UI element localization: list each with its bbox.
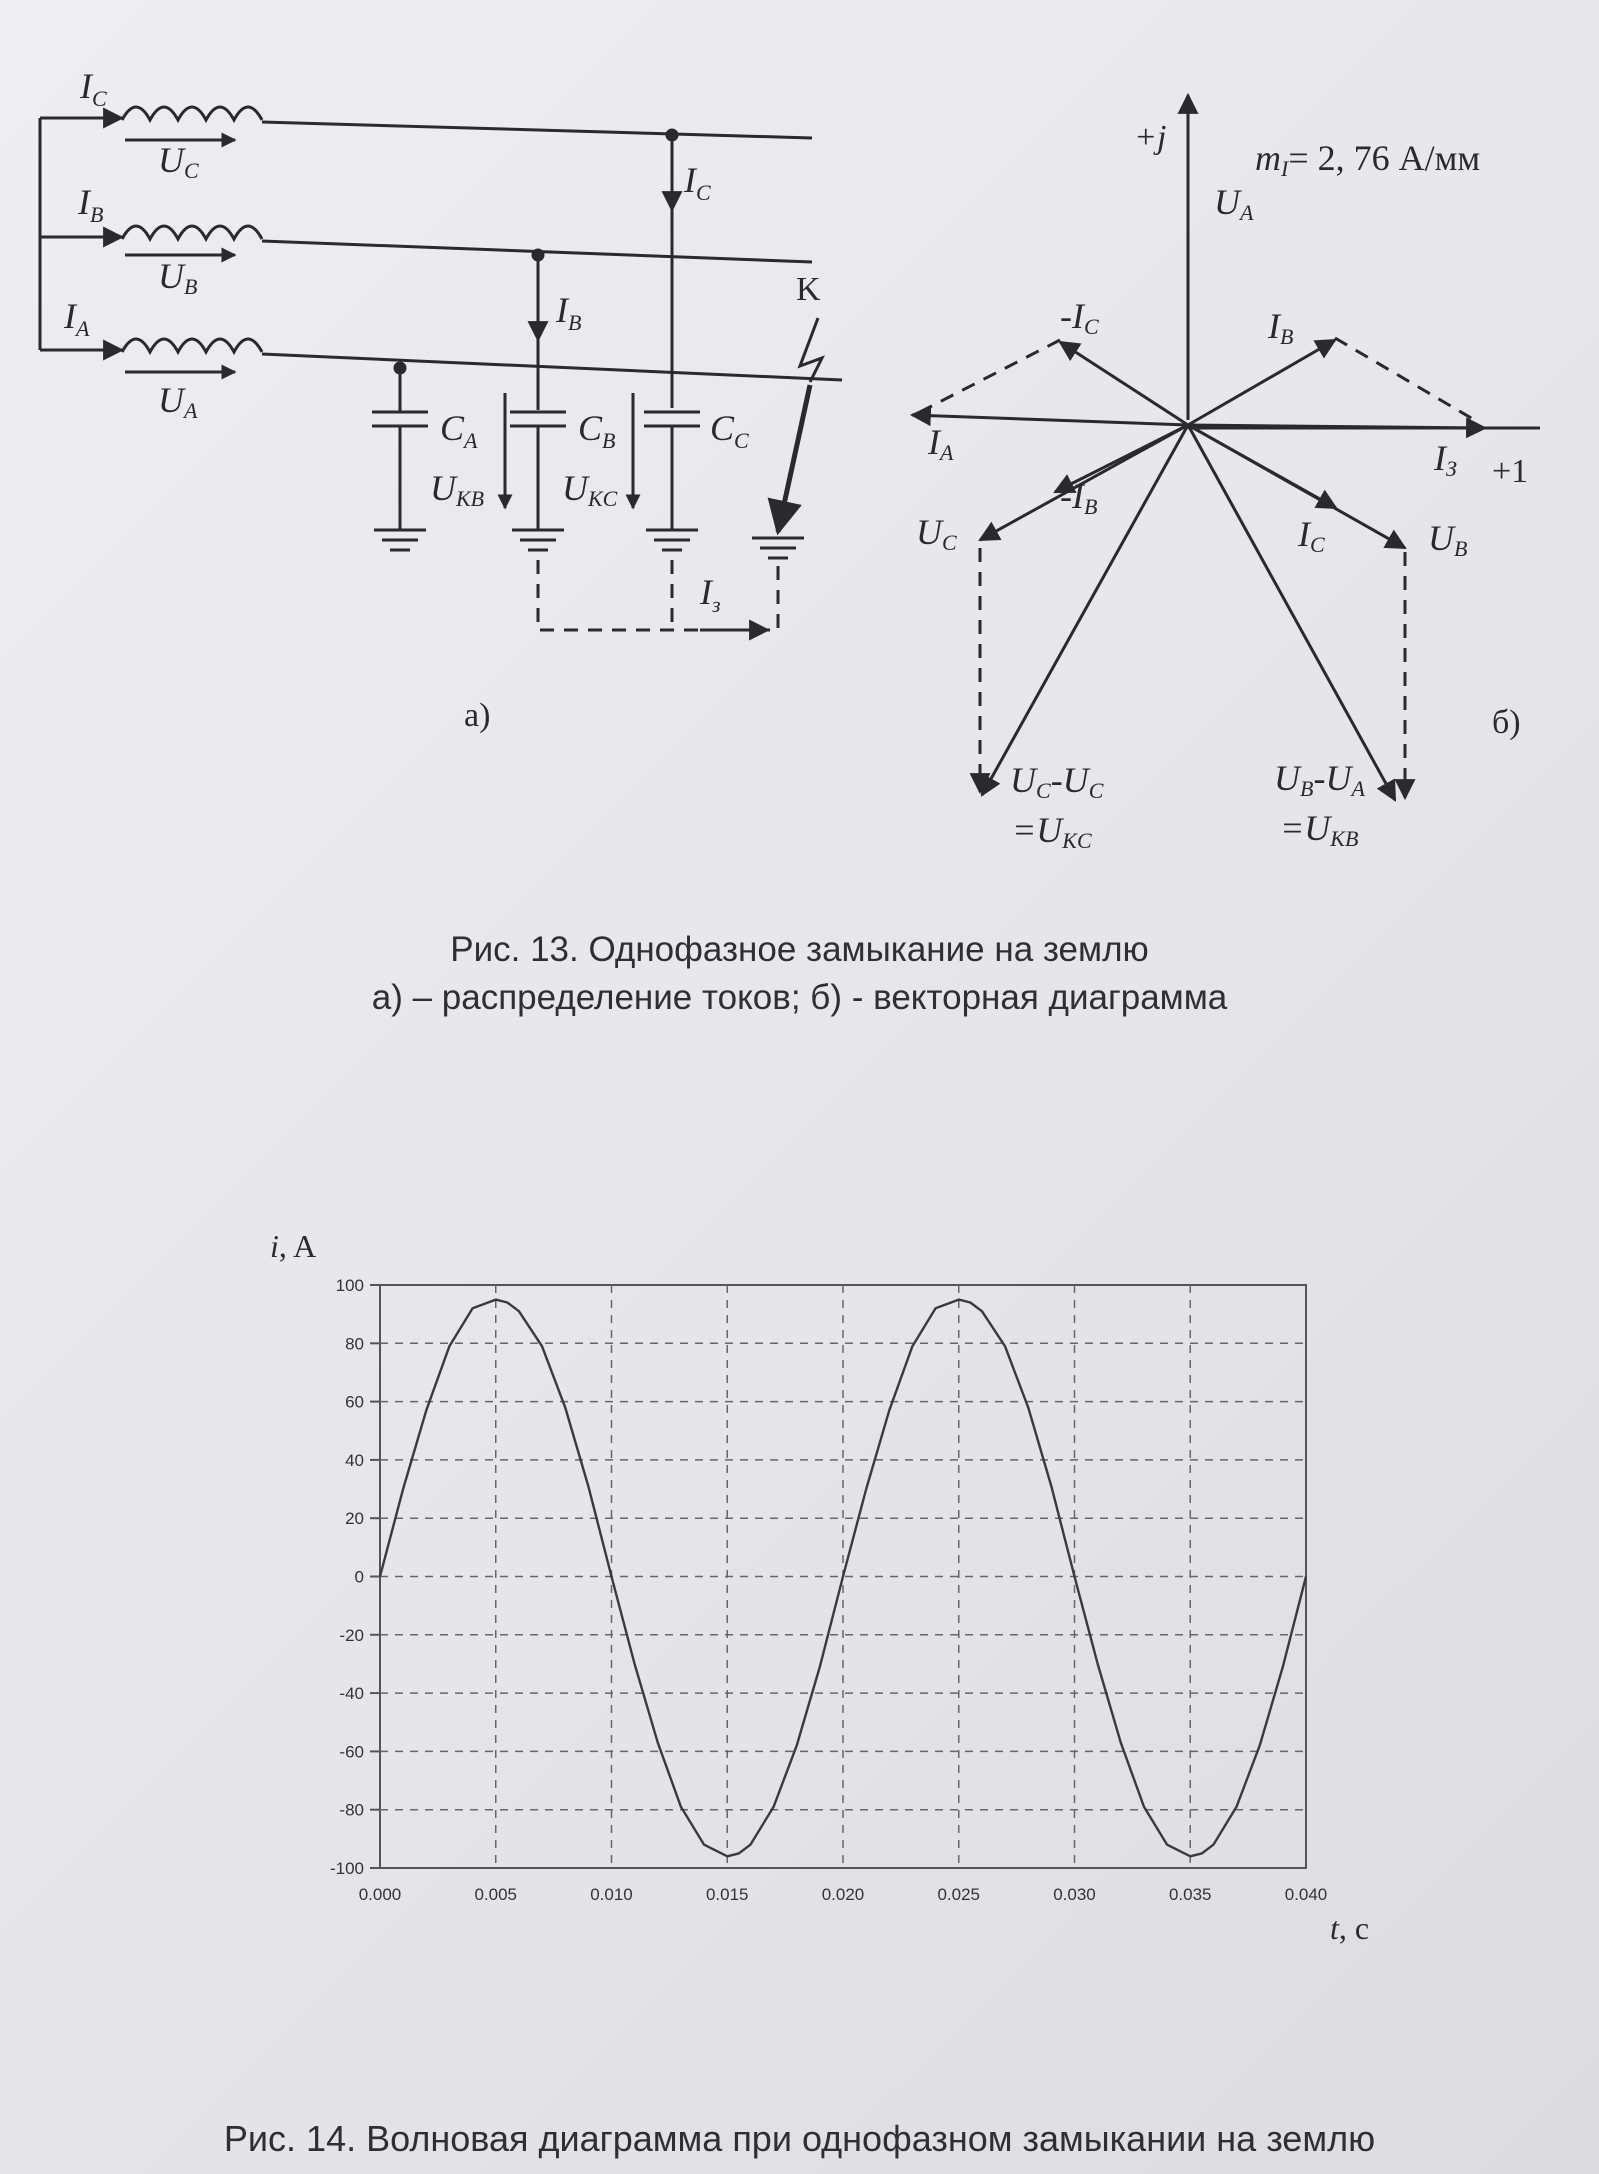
svg-text:IC: $I_C$ bbox=[80, 66, 107, 111]
svg-text:IC: IC bbox=[1298, 514, 1325, 557]
x-tick-label: 0.015 bbox=[705, 1885, 749, 1904]
svg-text:IЗ: IЗ bbox=[1434, 438, 1457, 481]
svg-text:а): а) bbox=[464, 697, 491, 734]
svg-text:K: K bbox=[796, 271, 821, 308]
vector-ia bbox=[912, 415, 1188, 425]
svg-text:IA: IA bbox=[928, 422, 954, 465]
y-tick-label: -100 bbox=[329, 1859, 364, 1878]
svg-text:IC: $I_C$ bbox=[684, 160, 711, 205]
svg-text:CB: $C_B$ bbox=[578, 408, 616, 453]
svg-text:UC: UC bbox=[916, 512, 957, 555]
svg-text:UC-UC: UC-UC bbox=[1010, 760, 1104, 803]
svg-text:IB: $I_B$ bbox=[556, 290, 582, 335]
svg-text:=UKB: =UKB bbox=[1280, 808, 1359, 851]
ground-a bbox=[374, 530, 426, 550]
wave-chart bbox=[330, 1276, 1327, 1904]
x-tick-label: 0.020 bbox=[821, 1885, 865, 1904]
svg-text:UKC: UKC bbox=[562, 468, 618, 511]
svg-text:IB: IB bbox=[1268, 306, 1294, 349]
y-tick-label: -80 bbox=[339, 1800, 364, 1820]
figure13-caption-line2: а) – распределение токов; б) - векторная диаграмма bbox=[371, 978, 1228, 1017]
y-tick-label: 0 bbox=[354, 1567, 364, 1587]
chart-ylabel: i, A bbox=[270, 1228, 317, 1264]
coil-b bbox=[122, 226, 262, 239]
y-tick-label: 20 bbox=[345, 1509, 364, 1529]
coil-a bbox=[122, 339, 262, 352]
ground-k bbox=[752, 538, 804, 558]
x-tick-label: 0.005 bbox=[474, 1885, 518, 1904]
x-tick-label: 0.000 bbox=[358, 1885, 402, 1904]
svg-text:CA: $C_A$ bbox=[440, 408, 478, 453]
y-tick-label: -20 bbox=[339, 1625, 364, 1645]
x-tick-label: 0.010 bbox=[590, 1885, 633, 1904]
svg-text:UA: UA bbox=[158, 380, 198, 423]
svg-text:IA: $I_A$ bbox=[64, 296, 90, 341]
svg-text:UA: UA bbox=[1214, 182, 1254, 225]
svg-text:UC: UC bbox=[158, 140, 199, 183]
svg-text:mI= 2, 76 А/мм: mI= 2, 76 А/мм bbox=[1255, 138, 1481, 181]
svg-text:б): б) bbox=[1492, 704, 1521, 741]
y-tick-label: -60 bbox=[339, 1742, 364, 1762]
svg-text:=UKC: =UKC bbox=[1012, 810, 1092, 853]
chart-xlabel: t, c bbox=[1330, 1910, 1370, 1946]
vector-ukb bbox=[1188, 425, 1395, 800]
svg-text:-IC: -IC bbox=[1060, 296, 1099, 339]
svg-text:+1: +1 bbox=[1492, 453, 1529, 490]
vector-ib bbox=[1188, 340, 1335, 425]
circuit-labels bbox=[63, 66, 821, 734]
vector-neg-ic bbox=[1060, 342, 1188, 425]
fault-zigzag bbox=[800, 318, 822, 382]
fault-current-arrow bbox=[778, 385, 810, 532]
svg-text:+j: +j bbox=[1134, 119, 1167, 156]
coil-c bbox=[122, 107, 262, 120]
figure14-caption: Рис. 14. Волновая диаграмма при однофазном замыкании на землю bbox=[223, 2118, 1376, 2159]
phase-c-line bbox=[262, 122, 812, 138]
y-tick-label: 60 bbox=[345, 1392, 364, 1412]
x-tick-label: 0.040 bbox=[1284, 1885, 1328, 1904]
ground-return-path bbox=[538, 560, 778, 630]
ground-c bbox=[646, 530, 698, 550]
x-tick-label: 0.035 bbox=[1168, 1885, 1212, 1904]
svg-text:Iз: $I_з$ bbox=[700, 572, 721, 617]
figure13-caption-line1: Рис. 13. Однофазное замыкание на землю bbox=[450, 930, 1149, 969]
svg-text:CC: $C_C$ bbox=[710, 408, 749, 453]
circuit-diagram bbox=[40, 107, 842, 630]
phase-a-line bbox=[262, 354, 842, 380]
svg-text:UB: UB bbox=[158, 256, 198, 299]
y-tick-label: 80 bbox=[345, 1334, 364, 1354]
svg-text:-IB: -IB bbox=[1060, 476, 1098, 519]
x-tick-label: 0.025 bbox=[937, 1885, 981, 1904]
x-tick-label: 0.030 bbox=[1053, 1885, 1096, 1904]
y-tick-label: 100 bbox=[335, 1276, 364, 1295]
svg-text:IB: $I_B$ bbox=[78, 182, 104, 227]
y-tick-label: -40 bbox=[339, 1684, 364, 1704]
svg-text:UKB: UKB bbox=[430, 468, 485, 511]
ground-b bbox=[512, 530, 564, 550]
svg-text:UB-UA: UB-UA bbox=[1274, 758, 1365, 801]
svg-text:UB: UB bbox=[1428, 518, 1468, 561]
y-tick-label: 40 bbox=[345, 1450, 364, 1470]
